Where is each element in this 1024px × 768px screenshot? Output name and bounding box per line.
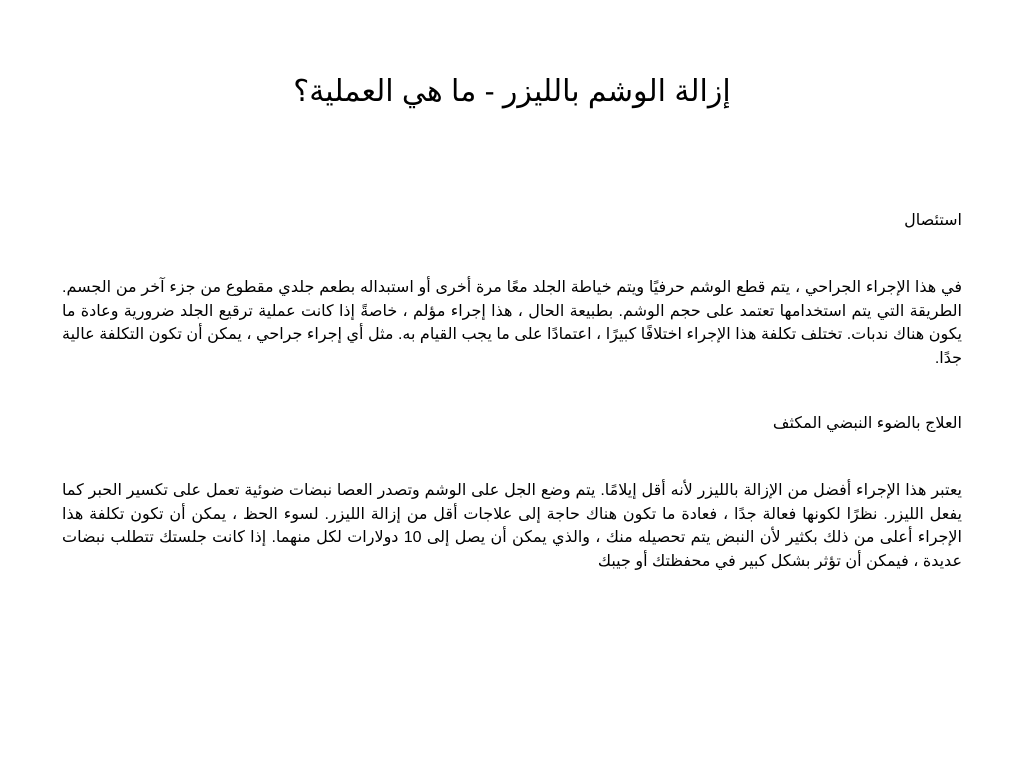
slide-title: إزالة الوشم بالليزر - ما هي العملية؟ [293, 75, 731, 108]
section-body-excision: في هذا الإجراء الجراحي ، يتم قطع الوشم حرفيًا ويتم خياطة الجلد معًا مرة أخرى أو استبداله بطعم جلدي مقطوع من جزء آخر من الجسم. الطريقة التي يتم استخدامها تعتمد على حجم الوشم. بطبيعة الحال ، هذا إجراء مؤلم ، خاصةً إذا كانت عملية ترقيع الجلد ضرورية وعادة ما يكون هناك ندبات. تختلف تكلفة هذا الإجراء اختلافًا كبيرًا ، اعتمادًا على ما يجب القيام به. مثل أي إجراء جراحي ، يمكن أن تكون التكلفة عالية جدًا. [62, 279, 963, 367]
section-heading-excision: استئصال [904, 212, 962, 229]
section-heading-ipl: العلاج بالضوء النبضي المكثف [772, 415, 962, 432]
slide-content [62, 205, 962, 611]
section-body-ipl: يعتبر هذا الإجراء أفضل من الإزالة بالليزر لأنه أقل إيلامًا. يتم وضع الجل على الوشم وتصدر العصا نبضات ضوئية تعمل على تكسير الحبر كما يفعل الليزر. نظرًا لكونها فعالة جدًا ، فعادة ما تكون هناك حاجة إلى علاجات أقل من إزالة الليزر. لسوء الحظ ، يمكن أن تكون تكلفة هذا الإجراء أعلى من ذلك بكثير لأن النبض يتم تحصيله منك ، والذي يمكن أن يصل إلى 10 دولارات لكل منهما. إذا كانت جلستك تتطلب نبضات عديدة ، فيمكن أن تؤثر بشكل كبير في محفظتك أو جيبك [62, 482, 962, 570]
